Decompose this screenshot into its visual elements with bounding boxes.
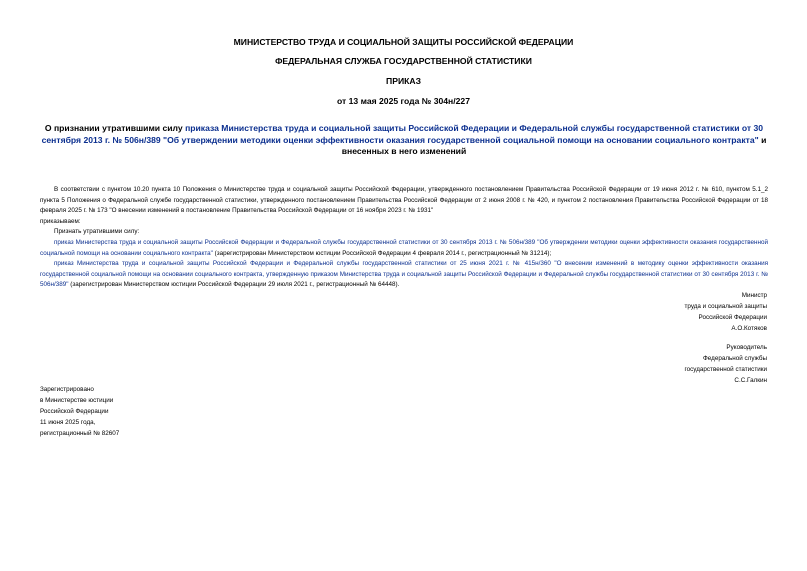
signature-rosstat [684,342,767,386]
title-suffix: и внесенных в него изменений [341,134,767,156]
sig2-line1: Руководитель [726,344,767,351]
reg-line5: регистрационный № 82607 [40,430,120,437]
ministry-heading: МИНИСТЕРСТВО ТРУДА И СОЦИАЛЬНОЙ ЗАЩИТЫ РОССИЙСКОЙ ФЕДЕРАЦИИ [233,37,574,47]
sig2-line2: Федеральной службы [703,355,767,362]
title-prefix: О признании утратившими силу [44,123,186,133]
list-item-2 [40,259,768,291]
sig1-name: А.О.Котяков [731,325,767,332]
sig2-line3: государственной статистики [684,366,767,373]
title-link[interactable]: приказа Министерства труда и социальной защиты Российской Федерации и Федеральной службы государственной статистики от 30 сентября 2013 г. № 506н/389 "Об утверждении методики оценки эффективности оказания государственной социальной помощи на основании социального контракта" [41,123,764,145]
signature-minister [685,290,768,334]
sig1-line1: Министр [741,292,767,299]
reg-line1: Зарегистрировано [40,386,94,393]
sig1-line3: Российской Федерации [698,314,767,321]
order-word: приказываем: [40,217,81,225]
date-number: от 13 мая 2025 года № 304н/227 [337,96,470,106]
doc-type-heading: ПРИКАЗ [386,76,421,86]
document-body [40,185,768,291]
document-title [40,123,768,158]
sig2-name: С.С.Галкин [734,377,767,384]
reg-line2: в Министерстве юстиции [40,397,114,404]
item2-link[interactable]: приказ Министерства труда и социальной защиты Российской Федерации и Федеральной службы государственной статистики от 25 июня 2021 г. № 415н/360 "О внесении изменений в методику оценки эффективности оказания государственной социальной помощи на основании социального контракта, утвержденную приказом Министерства труда и социальной защиты Российской Федерации и Федеральной службы государственной статистики от 30 сентября 2013 г. № 506н/389" [40,260,768,289]
reg-line3: Российской Федерации [40,408,109,415]
registration-block [40,384,119,439]
preamble-paragraph: В соответствии с пунктом 10.20 пункта 10 Положения о Министерстве труда и социальной защиты Российской Федерации, утвержденного постановлением Правительства Российской Федерации от 19 июня 2012 г. № 610, пунктом 5.1_2 пункта 5 Положения о Федеральной службе государственной статистики, утвержденного постановлением Правительства Российской Федерации от 2 июня 2008 г. № 420, и пунктом 2 постановления Правительства Российской Федерации от 18 февраля 2025 г. № 173 "О внесении изменений в постановление Правительства Российской Федерации от 16 ноября 2023 г. № 1931" [40,186,768,215]
item2-rest: (зарегистрирован Министерством юстиции Российской Федерации 29 июля 2021 г., регистрационный № 64448). [68,281,400,289]
item1-link[interactable]: приказ Министерства труда и социальной защиты Российской Федерации и Федеральной службы государственной статистики от 30 сентября 2013 г. № 506н/389 "Об утверждении методики оценки эффективности оказания государственной социальной помощи на основании социального контракта" [40,238,768,257]
sig1-line2: труда и социальной защиты [684,303,767,310]
reg-line4: 11 июня 2025 года, [40,419,96,426]
service-heading: ФЕДЕРАЛЬНАЯ СЛУЖБА ГОСУДАРСТВЕННОЙ СТАТИСТИКИ [275,56,532,66]
recognize-paragraph: Признать утратившими силу: [54,228,140,236]
list-item-1 [40,238,768,259]
item1-rest: (зарегистрирован Министерством юстиции Российской Федерации 4 февраля 2014 г., регистрационный № 31214); [212,249,552,257]
